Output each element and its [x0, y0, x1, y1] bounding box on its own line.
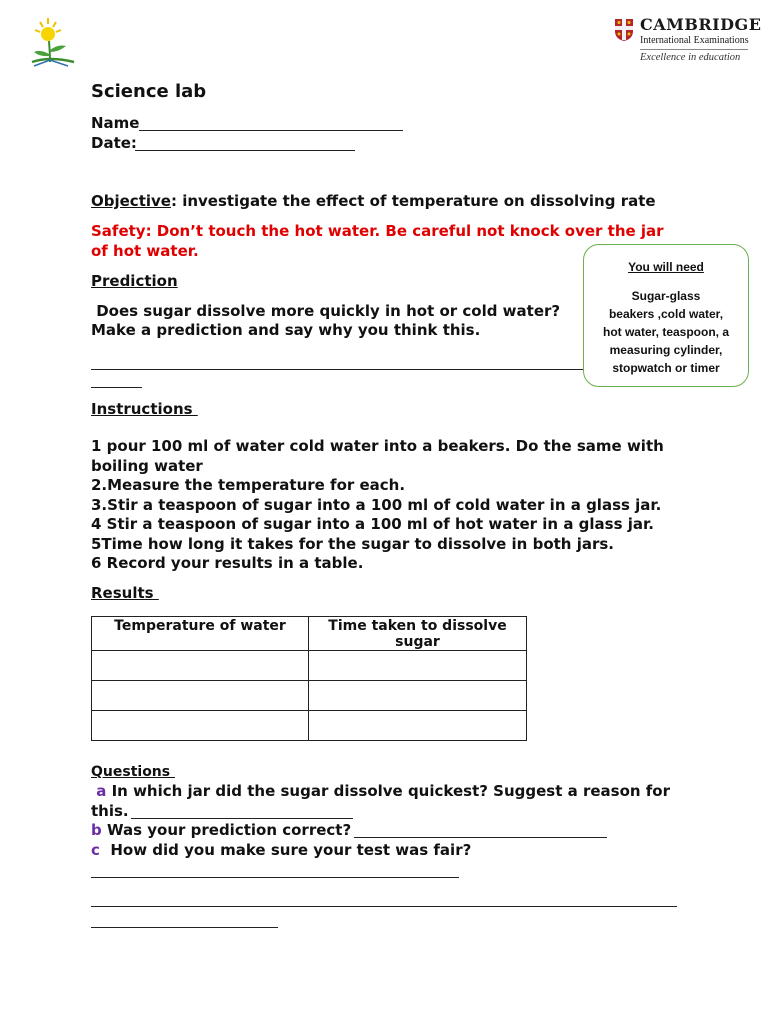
prediction-line-2: Make a prediction and say why you think this. [91, 321, 481, 339]
question-a-line-2: this. [91, 802, 129, 820]
results-heading: Results [91, 584, 159, 602]
question-c-answer-line-2[interactable] [91, 906, 677, 907]
name-label: Name [91, 114, 140, 132]
instructions-heading: Instructions [91, 400, 198, 418]
instruction-line: boiling water [91, 456, 203, 475]
equipment-line: Sugar-glass [631, 289, 701, 303]
equipment-line: beakers ,cold water, [608, 307, 724, 321]
prediction-answer-line-2[interactable] [91, 387, 142, 388]
objective-label: Objective [91, 192, 171, 210]
date-label: Date: [91, 134, 137, 152]
safety-line-2: of hot water. [91, 242, 199, 260]
instruction-line: 4 Stir a teaspoon of sugar into a 100 ml of hot water in a glass jar. [91, 515, 654, 533]
you-will-need-box [583, 244, 749, 387]
col-temperature-header: Temperature of water [92, 617, 309, 651]
equipment-line: measuring cylinder, [609, 343, 723, 357]
cambridge-logo [614, 14, 762, 68]
table-cell[interactable] [309, 681, 527, 711]
cambridge-subtitle: International Examinations [640, 35, 749, 46]
school-logo [28, 14, 78, 68]
instruction-line: 3.Stir a teaspoon of sugar into a 100 ml of cold water in a glass jar. [91, 495, 662, 514]
table-cell[interactable] [92, 651, 309, 681]
instruction-line: 2.Measure the temperature for each. [91, 476, 406, 494]
cambridge-name: CAMBRIDGE [640, 15, 762, 34]
equipment-line: hot water, teaspoon, a [602, 325, 730, 339]
questions-heading: Questions [91, 764, 175, 780]
date-field[interactable] [135, 150, 355, 151]
page-title: Science lab [91, 81, 207, 102]
question-b-answer-line[interactable] [354, 837, 607, 838]
cambridge-tagline: Excellence in education [640, 52, 741, 63]
question-a-answer-line[interactable] [131, 818, 353, 819]
table-row [92, 711, 527, 741]
question-a-letter: a [91, 782, 107, 800]
table-row [92, 681, 527, 711]
objective [91, 192, 656, 210]
question-b-letter: b [91, 821, 102, 839]
table-header-row [92, 617, 527, 651]
prediction-line-1: Does sugar dissolve more quickly in hot or cold water? [91, 302, 561, 320]
prediction-answer-line-1[interactable] [91, 369, 583, 370]
instruction-line: 1 pour 100 ml of water cold water into a beakers. Do the same with [91, 437, 664, 455]
instruction-line: 6 Record your results in a table. [91, 554, 364, 572]
instruction-line: 5Time how long it takes for the sugar to dissolve in both jars. [91, 534, 614, 553]
table-cell[interactable] [309, 651, 527, 681]
cambridge-shield-icon [614, 18, 634, 42]
prediction-heading: Prediction [91, 272, 178, 290]
table-cell[interactable] [92, 711, 309, 741]
objective-text: : investigate the effect of temperature on dissolving rate [170, 192, 656, 210]
table-row [92, 651, 527, 681]
question-b: b Was your prediction correct? [91, 821, 352, 839]
col-time-header: Time taken to dissolve sugar [309, 617, 527, 651]
equipment-line: stopwatch or timer [612, 361, 720, 375]
safety-line-1: Safety: Don’t touch the hot water. Be careful not knock over the jar [91, 222, 664, 240]
results-table [91, 616, 527, 741]
question-c-answer-line-1[interactable] [91, 877, 459, 878]
instructions-list [91, 437, 664, 574]
question-c-letter: c [91, 841, 100, 859]
table-cell[interactable] [92, 681, 309, 711]
question-c: c How did you make sure your test was fair? [91, 841, 472, 859]
question-c-answer-line-3[interactable] [91, 927, 278, 928]
you-will-need-heading: You will need [628, 260, 704, 274]
question-a-line-1: a In which jar did the sugar dissolve quickest? Suggest a reason for [91, 782, 671, 800]
table-cell[interactable] [309, 711, 527, 741]
name-field[interactable] [139, 130, 403, 131]
